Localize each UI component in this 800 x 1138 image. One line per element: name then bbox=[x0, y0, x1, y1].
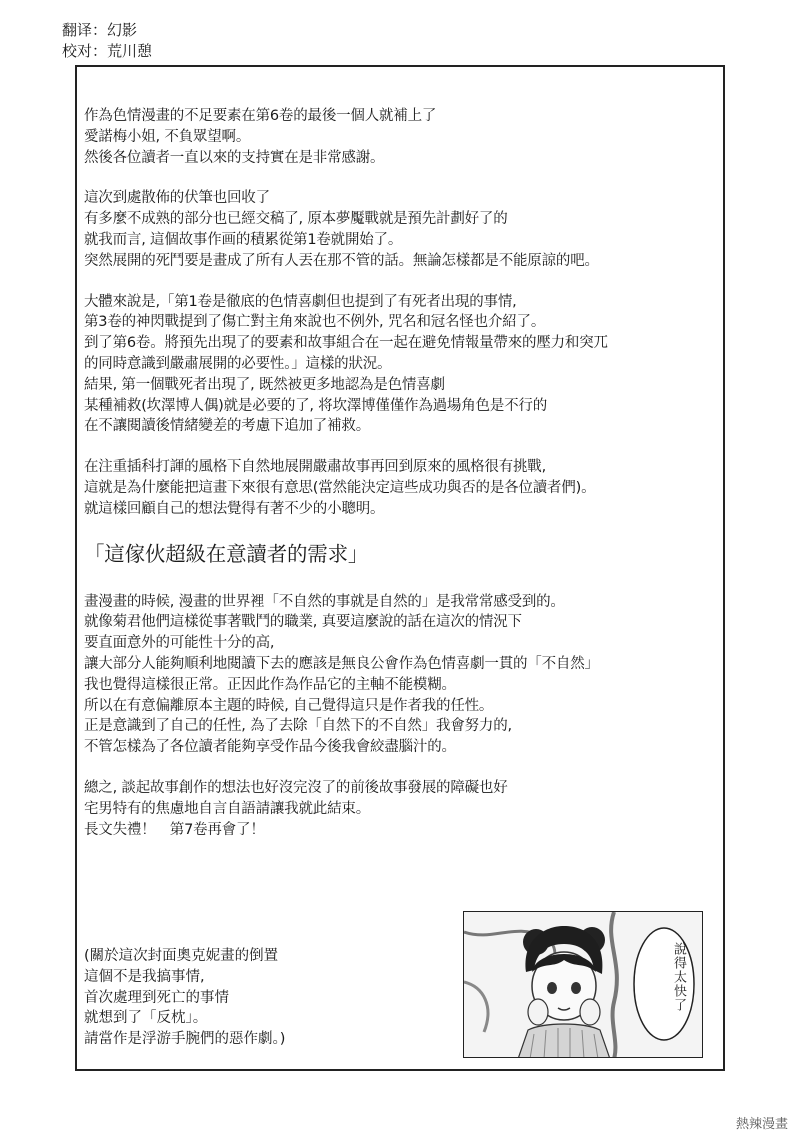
text-line: 讓大部分人能夠順利地閱讀下去的應該是無良公會作為色情喜劇一貫的「不自然」 bbox=[84, 655, 599, 672]
tree-branch bbox=[611, 912, 617, 1058]
watermark: 熱辣漫畫 bbox=[735, 1117, 788, 1132]
cover-note bbox=[84, 946, 285, 1050]
text-line: 作為色情漫畫的不足要素在第6卷的最後一個人就補上了 bbox=[84, 108, 437, 124]
manga-panel bbox=[463, 911, 703, 1058]
text-line: 就想到了「反枕」。 bbox=[84, 1010, 208, 1027]
text-line: 請當作是浮游手腕們的惡作劇。) bbox=[84, 1031, 286, 1048]
text-line: 畫漫畫的時候, 漫畫的世界裡「不自然的事就是自然的」是我常常感受到的。 bbox=[84, 593, 565, 610]
credits bbox=[62, 20, 152, 62]
text-line: 的同時意識到嚴肅展開的必要性。」這樣的狀況。 bbox=[84, 355, 392, 372]
eye bbox=[547, 982, 557, 994]
text-line: 所以在有意偏離原本主題的時候, 自己覺得這只是作者我的任性。 bbox=[84, 697, 494, 714]
credit-proofread: 校对：荒川憩 bbox=[62, 42, 153, 60]
section-heading: 「這傢伙超級在意讀者的需求」 bbox=[84, 541, 369, 566]
text-line: 不管怎樣為了各位讀者能夠享受作品今後我會絞盡腦汁的。 bbox=[84, 739, 456, 756]
paragraph bbox=[84, 592, 704, 758]
text-line: 有多麼不成熟的部分也已經交稿了, 原本夢魘戰就是預先計劃好了的 bbox=[84, 211, 508, 228]
hand bbox=[580, 999, 600, 1025]
text-line: 大體來說是,「第1卷是徹底的色情喜劇但也提到了有死者出現的事情, bbox=[84, 293, 517, 310]
text-line: 然後各位讀者一直以來的支持實在是非常感謝。 bbox=[84, 149, 385, 166]
text-line: 就像菊君他們這樣從事著戰鬥的職業, 真要這麼說的話在這次的情況下 bbox=[84, 614, 522, 631]
text-line: 這個不是我搞事情, bbox=[84, 968, 205, 985]
text-line: 總之, 談起故事創作的想法也好沒完沒了的前後故事發展的障礙也好 bbox=[84, 779, 508, 796]
text-line: 愛諾梅小姐, 不負眾望啊。 bbox=[84, 128, 251, 145]
text-line: 到了第6卷。將預先出現了的要素和故事組合在一起在避免情報量帶來的壓力和突兀 bbox=[84, 335, 608, 352]
paragraph bbox=[84, 457, 704, 519]
text-line: 第3卷的神閃戰提到了傷亡對主角來說也不例外, 咒名和冠名怪也介紹了。 bbox=[84, 314, 546, 331]
credit-translate: 翻译：幻影 bbox=[62, 21, 138, 39]
paragraph bbox=[84, 106, 704, 168]
text-line: 正是意識到了自己的任性, 為了去除「自然下的不自然」我會努力的, bbox=[84, 718, 512, 735]
paragraph bbox=[84, 778, 704, 840]
text-line: 要直面意外的可能性十分的高, bbox=[84, 635, 275, 652]
text-line: 首次處理到死亡的事情 bbox=[84, 989, 229, 1006]
text-line: 在注重插科打諢的風格下自然地展開嚴肅故事再回到原來的風格很有挑戰, bbox=[84, 459, 547, 476]
paragraph bbox=[84, 292, 704, 438]
tree-branch bbox=[464, 982, 488, 1032]
text-line: (關於這次封面奧克妮畫的倒置 bbox=[84, 948, 279, 964]
scarf bbox=[518, 1024, 610, 1058]
text-line: 這次到處散佈的伏筆也回收了 bbox=[84, 190, 270, 207]
text-line: 宅男特有的焦慮地自言自語請讓我就此結束。 bbox=[84, 800, 370, 817]
speech-bubble-text: 說得太快了 bbox=[671, 942, 686, 1012]
text-line: 就我而言, 這個故事作画的積累從第1卷就開始了。 bbox=[84, 231, 403, 248]
afterword-text bbox=[84, 106, 704, 860]
text-line: 突然展開的死鬥要是畫成了所有人丟在那不管的話。無論怎樣都是不能原諒的吧。 bbox=[84, 252, 599, 269]
text-line: 就這樣回顧自己的想法覺得有著不少的小聰明。 bbox=[84, 500, 385, 517]
text-line: 我也覺得這樣很正常。正因此作為作品它的主軸不能模糊。 bbox=[84, 676, 456, 693]
text-line: 結果, 第一個戰死者出現了, 既然被更多地認為是色情喜劇 bbox=[84, 376, 445, 393]
text-line: 長文失禮！ 第7卷再會了！ bbox=[84, 821, 265, 838]
eye bbox=[571, 982, 581, 994]
text-line: 在不讓閱讀後情緒變差的考慮下追加了補救。 bbox=[84, 418, 370, 435]
text-line: 這就是為什麼能把這畫下來很有意思(當然能決定這些成功與否的是各位讀者們)。 bbox=[84, 479, 596, 496]
hand bbox=[528, 999, 548, 1025]
text-line: 某種補救(坎澤博人偶)就是必要的了, 将坎澤博僅僅作為過場角色是不行的 bbox=[84, 397, 548, 414]
paragraph bbox=[84, 188, 704, 271]
